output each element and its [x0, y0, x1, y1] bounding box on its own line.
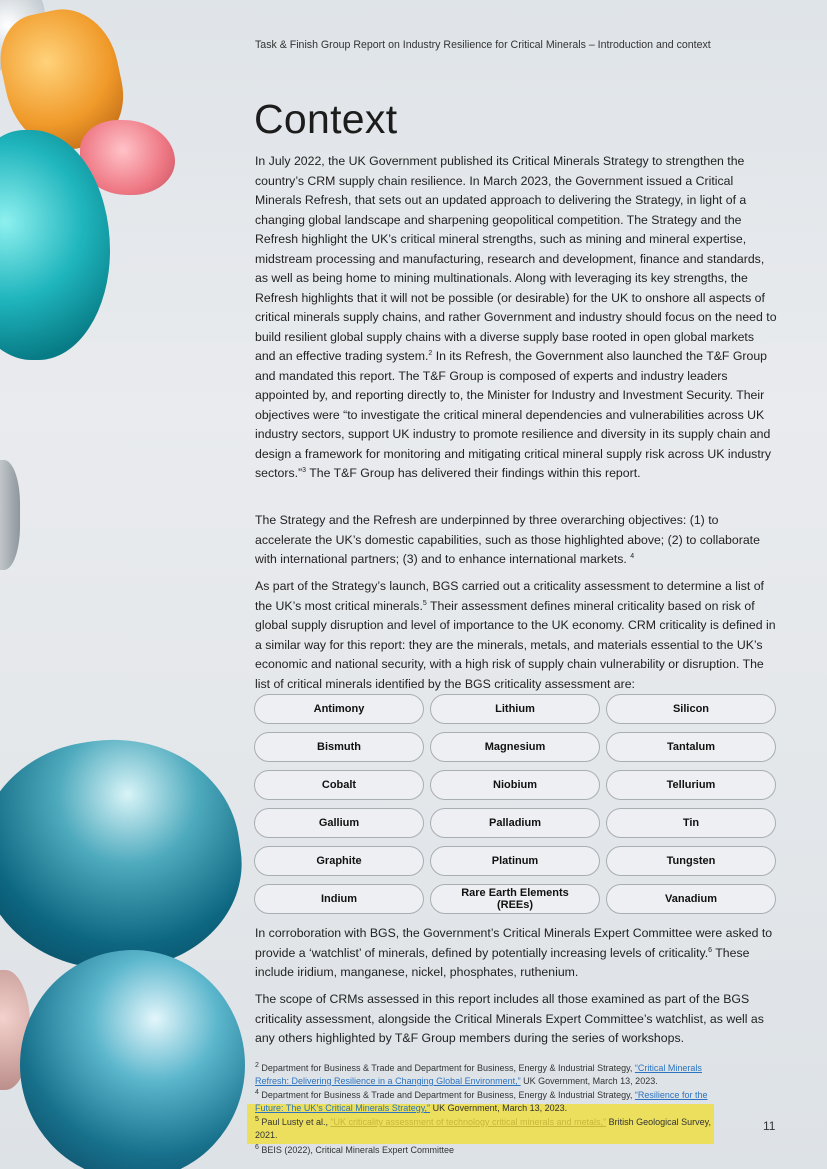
footnote: $^5$ Paul Lusty et al., “UK criticality assessment of technology critical minerals and metals,” British Geological Survey, 2021. [255, 1116, 711, 1140]
mineral-pill: Platinum [430, 846, 600, 876]
footnote-ref[interactable]: 2 [428, 349, 433, 357]
mineral-pill: Silicon [606, 694, 776, 724]
mineral-pill: Tantalum [606, 732, 776, 762]
mineral-pill: Vanadium [606, 884, 776, 914]
mineral-pill: Tungsten [606, 846, 776, 876]
mineral-pill: Magnesium [430, 732, 600, 762]
footnote-ref[interactable]: 3 [302, 466, 307, 474]
footnote-link[interactable]: “Resilience for the Future: The UK’s Critical Minerals Strategy,” [255, 1090, 708, 1113]
mineral-pill: Lithium [430, 694, 600, 724]
mineral-pill: Gallium [254, 808, 424, 838]
running-header: Task & Finish Group Report on Industry Resilience for Critical Minerals – Introduction and context [255, 39, 711, 51]
paragraph: As part of the Strategy’s launch, BGS carried out a criticality assessment to determine a list of the UK’s most critical minerals.$^5$ Their assessment defines mineral criticality based on risk of global supply disruption and level of importance to the UK economy. CRM criticality is defined in a similar way for this report: they are the minerals, metals, and materials essential to the UK’s economic and national security, with a high risk of supply chain vulnerability or disruption. The list of critical minerals identified by the BGS criticality assessment are: [255, 579, 776, 691]
mineral-pill: Tellurium [606, 770, 776, 800]
paragraph: The scope of CRMs assessed in this report includes all those examined as part of the BGS criticality assessment, alongside the Critical Minerals Expert Committee’s watchlist, as well as any others highlighted by T&F Group members during the series of workshops. [255, 992, 764, 1045]
mineral-pill: Rare Earth Elements (REEs) [430, 884, 600, 914]
paragraph: In corroboration with BGS, the Government’s Critical Minerals Expert Committee were asked to provide a ‘watchlist’ of minerals, defined by potentially increasing levels of criticality.$^6$ These include iridium, manganese, nickel, phosphates, ruthenium. [255, 926, 773, 979]
footnote-ref[interactable]: 5 [422, 599, 427, 607]
footnote: $^6$ BEIS (2022), Critical Minerals Expert Committee [255, 1144, 454, 1155]
mineral-pill: Cobalt [254, 770, 424, 800]
footnote: $^2$ Department for Business & Trade and Department for Business, Energy & Industrial Strategy, “Critical Minerals Refresh: Delivering Resilience in a Changing Global Environment,” UK Government, March 13, 2023. [255, 1062, 702, 1086]
critical-minerals-list [254, 694, 777, 914]
paragraph: The Strategy and the Refresh are underpinned by three overarching objectives: (1) to accelerate the UK’s domestic capabilities, such as those highlighted above; (2) to collaborate with international partners; (3) and to enhance international markets. $^4$ [255, 513, 760, 566]
blue-gemstone [0, 723, 255, 987]
blue-gemstone [20, 950, 245, 1169]
footnote: $^4$ Department for Business & Trade and Department for Business, Energy & Industrial Strategy, “Resilience for the Future: The UK’s Critical Minerals Strategy,” UK Government, March 13, 2023. [255, 1089, 708, 1113]
page-number: 11 [763, 1119, 776, 1133]
mineral-pill: Antimony [254, 694, 424, 724]
mineral-pill: Indium [254, 884, 424, 914]
clear-crystal [0, 460, 20, 570]
footnote-link[interactable]: “UK criticality assessment of technology critical minerals and metals,” [330, 1117, 607, 1127]
footnote-ref[interactable]: 4 [630, 552, 635, 560]
footnote-link[interactable]: “Critical Minerals Refresh: Delivering Resilience in a Changing Global Environment,” [255, 1063, 702, 1086]
footnote-ref[interactable]: 6 [708, 946, 713, 954]
mineral-pill: Niobium [430, 770, 600, 800]
mineral-pill: Palladium [430, 808, 600, 838]
paragraph: In July 2022, the UK Government published its Critical Minerals Strategy to strengthen the country’s CRM supply chain resilience. In March 2023, the Government issued a Critical Minerals Refresh, that sets out an updated approach to delivering the Strategy, in light of a changing global landscape and sharpening geopolitical competition. The Strategy and the Refresh highlight the UK’s critical mineral strengths, such as mining and mineral expertise, midstream processing and manufacturing, research and development, finance and standards, as well as being home to mining multinationals. Along with leveraging its key strengths, the Refresh highlights that it will not be possible (or desirable) for the UK to onshore all aspects of critical minerals supply chains, and rather Government and industry should focus on the need to build resilient global supply chains with a diverse supply base rooted in open global markets and an effective trading system.$^2$ In its Refresh, the Government also launched the T&F Group and mandated this report. The T&F Group is composed of experts and industry leaders appointed by, and reporting directly to, the Minister for Industry and Investment Security. Their objectives were “to investigate the critical mineral dependencies and vulnerabilities across UK industry sectors, support UK industry to promote resilience and diversity in its supply chain and design a framework for monitoring and mitigating critical mineral supply risk across UK industry sectors.”$^3$ The T&F Group has delivered their findings within this report. [255, 154, 777, 480]
mineral-pill: Bismuth [254, 732, 424, 762]
page-title: Context [254, 96, 398, 142]
mineral-pill: Graphite [254, 846, 424, 876]
mineral-pill: Tin [606, 808, 776, 838]
